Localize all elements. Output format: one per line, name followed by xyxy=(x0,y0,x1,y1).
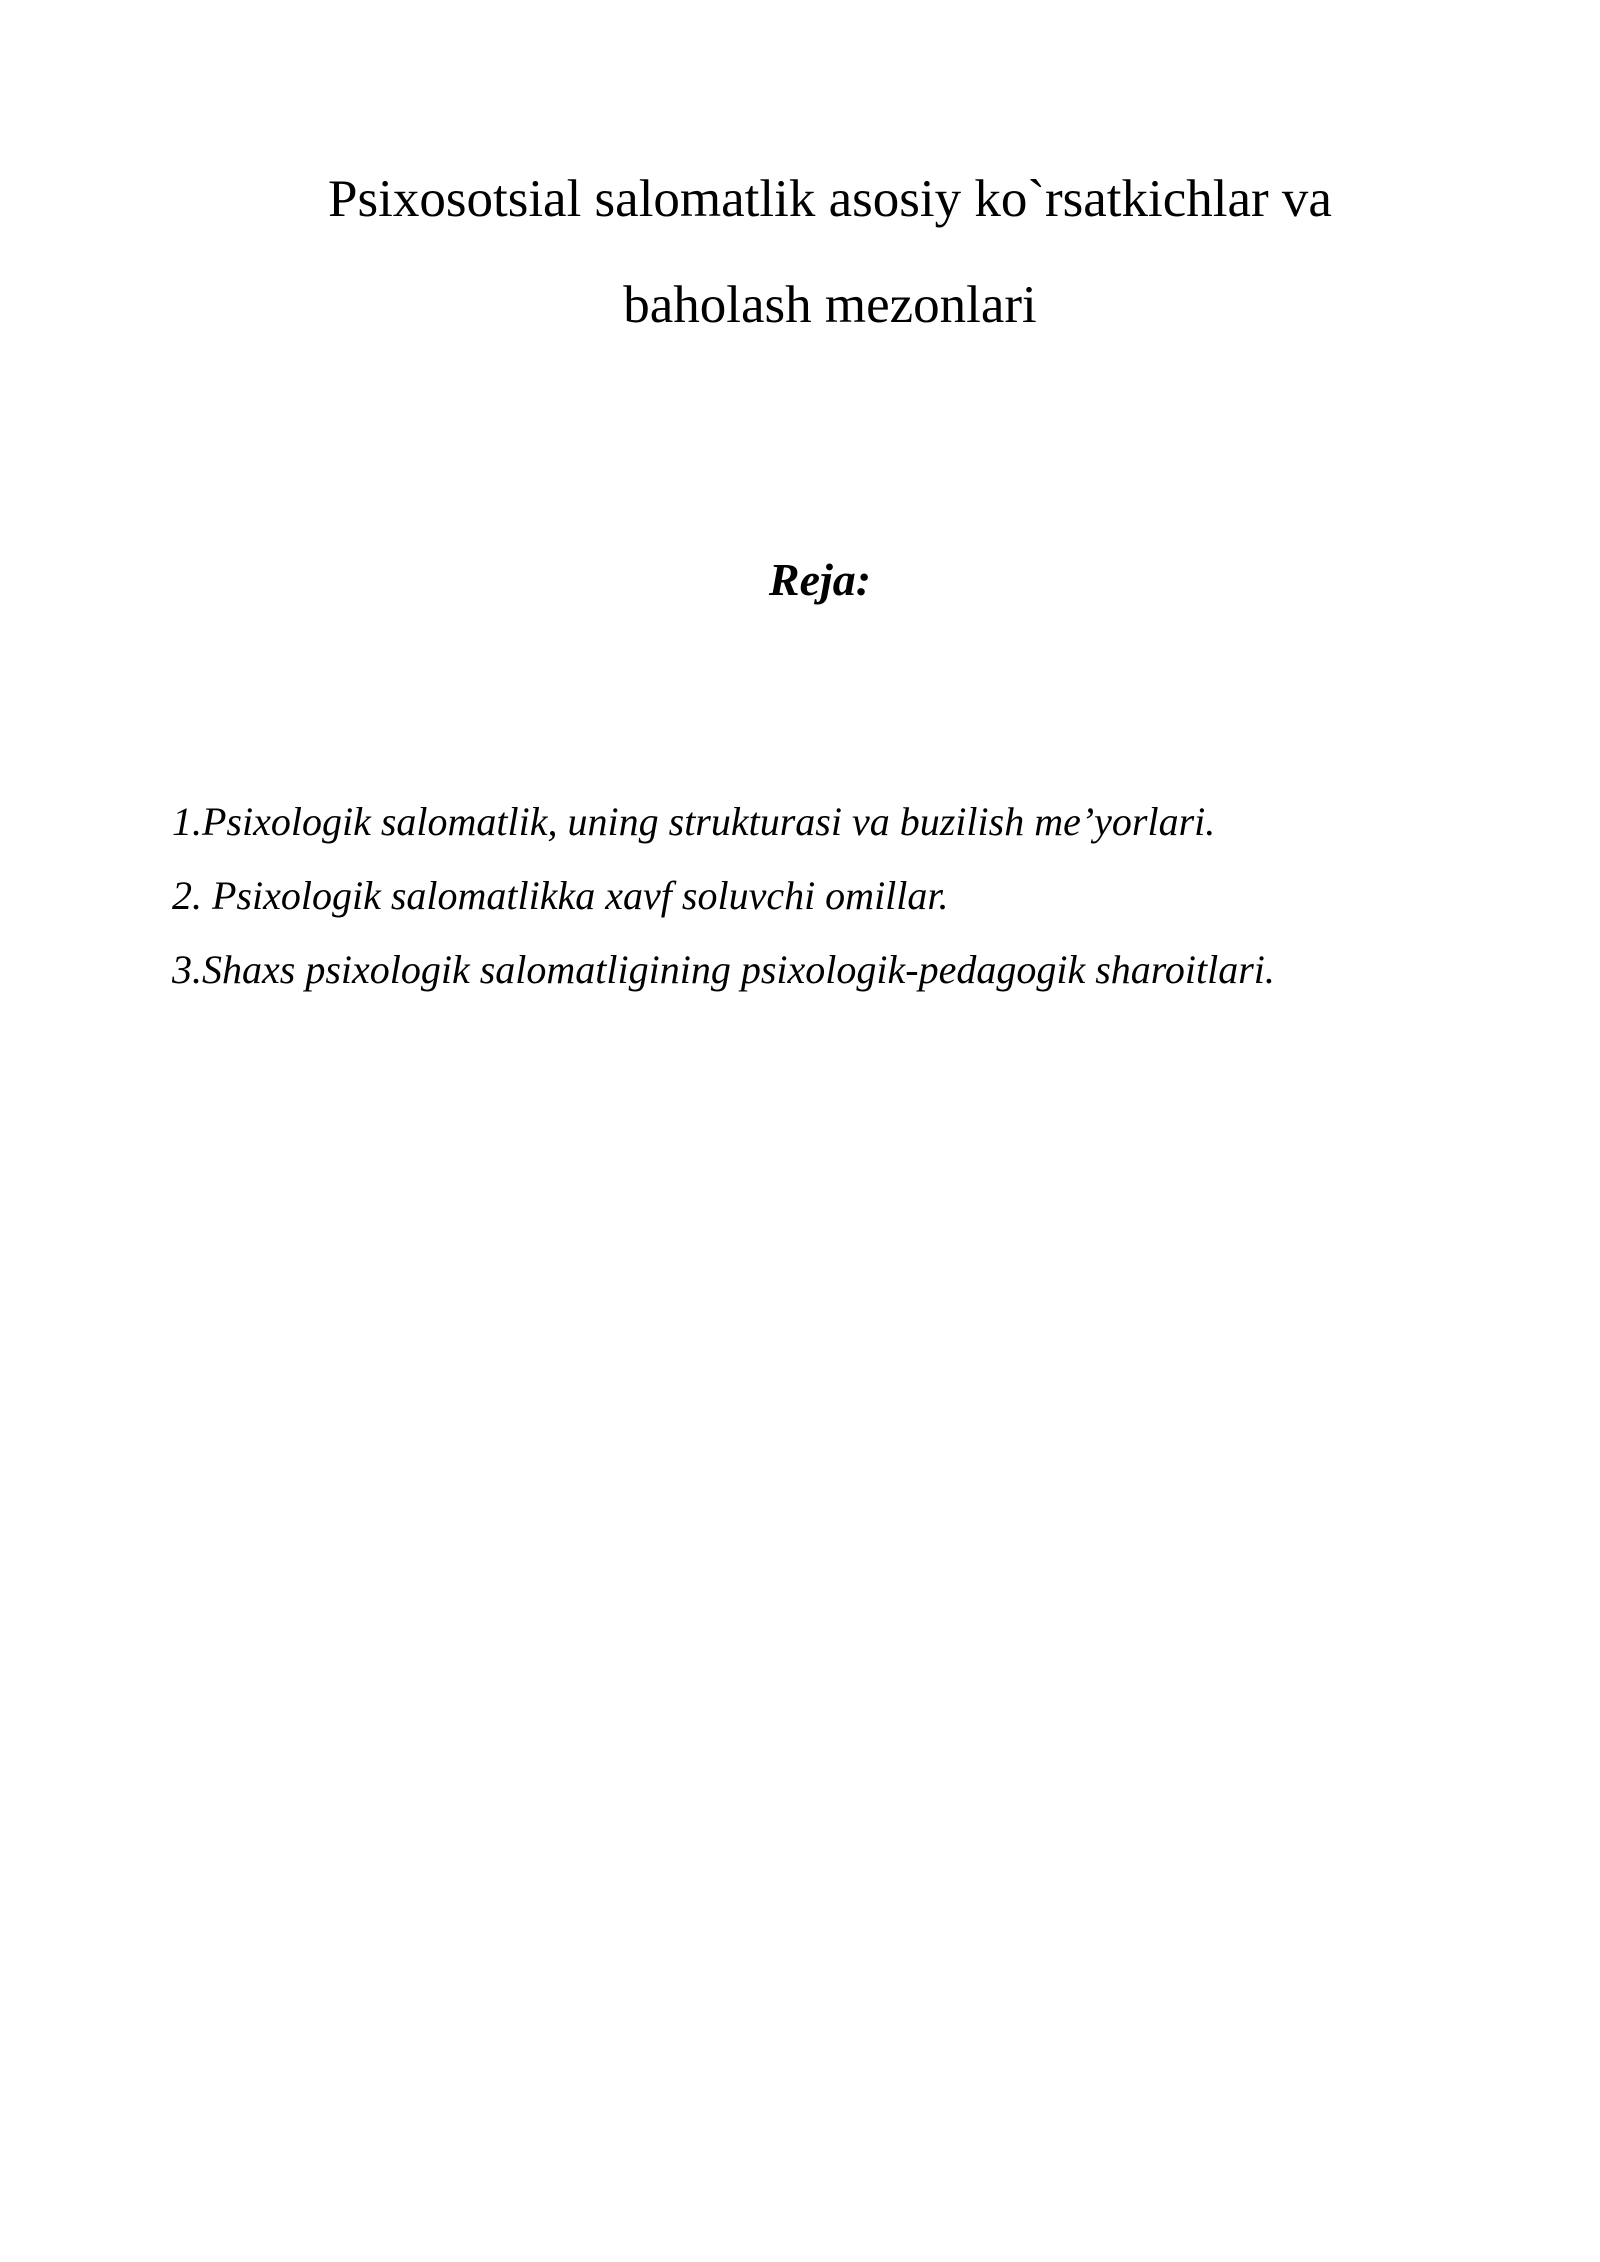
plan-item-3: 3.Shaxs psixologik salomatligining psixologik-pedagogik sharoitlari. xyxy=(172,947,1275,992)
plan-heading: Reja: xyxy=(768,554,872,605)
title-line-1: Psixosotsial salomatlik asosiy ko`rsatkichlar va xyxy=(328,170,1332,228)
document-title xyxy=(0,146,1600,358)
plan-item-2: 2. Psixologik salomatlikka xavf soluvchi omillar. xyxy=(172,873,949,918)
plan-list xyxy=(172,785,1532,1007)
plan-item-1: 1.Psixologik salomatlik, uning strukturasi va buzilish me’yorlari. xyxy=(172,799,1216,844)
title-line-2: baholash mezonlari xyxy=(623,276,1037,334)
